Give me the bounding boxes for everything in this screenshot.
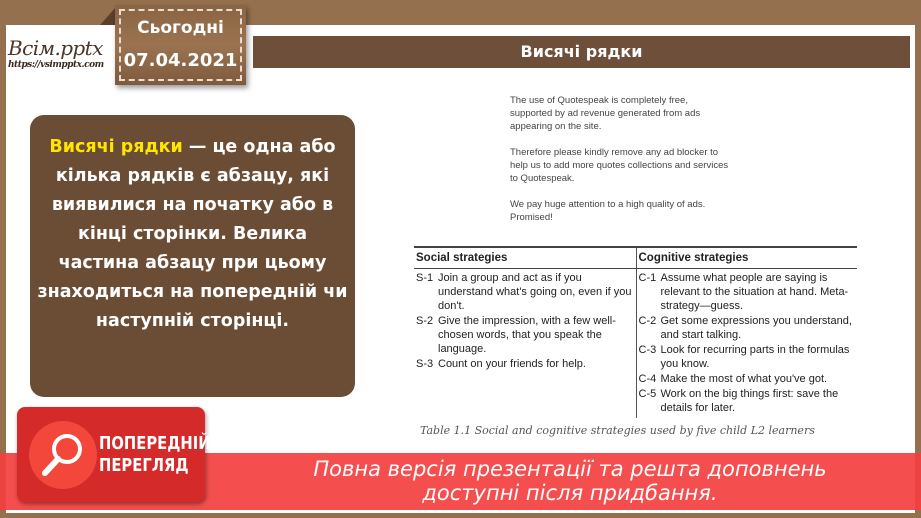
preview-line: ПЕРЕГЛЯД	[99, 455, 189, 476]
strategies-table	[414, 246, 857, 418]
strategy-code: C-5	[638, 388, 657, 400]
magnifier-icon	[29, 421, 97, 489]
date-tag	[115, 5, 246, 85]
banner-line: доступні після придбання.	[422, 481, 718, 505]
strategy-code: C-2	[638, 315, 657, 327]
strategy-text: Join a group and act as if you understand what's going on, even if you don't.	[438, 272, 632, 312]
strategy-text: Make the most of what you've got.	[660, 373, 828, 385]
strategy-code: C-1	[638, 272, 657, 284]
logo	[8, 36, 112, 70]
strategy-text: Give the impression, with a few well-chosen words, that you speak the language.	[438, 315, 616, 355]
strategy-text: Assume what people are saying is relevant to the situation at hand. Meta-strategy—guess.	[660, 272, 849, 312]
strategy-code: S-2	[416, 315, 434, 327]
date-value: 07.04.2021	[123, 50, 238, 71]
strategy-code: S-1	[416, 272, 434, 284]
date-label: Сьогодні	[137, 18, 224, 38]
banner-line: Повна версія презентації та решта доповнень	[313, 457, 827, 481]
strategy-text: Work on the big things first: save the details for later.	[660, 388, 839, 414]
strategy-item	[416, 271, 634, 313]
strategy-text: Count on your friends for help.	[438, 358, 586, 370]
strategy-item	[639, 271, 856, 313]
ad-paragraph: Therefore please kindly remove any ad blocker to help us to add more quotes collections and services to Quotespeak.	[510, 147, 729, 184]
logo-url: https://vsimpptx.com	[8, 60, 104, 70]
strategy-item	[416, 314, 634, 356]
preview-line: ПОПЕРЕДНІЙ	[99, 433, 211, 454]
strategy-code: S-3	[416, 358, 434, 370]
ad-paragraph: We pay huge attention to a high quality of ads. Promised!	[510, 199, 706, 223]
strategy-item	[639, 387, 856, 415]
strategy-text: Get some expressions you understand, and start talking.	[660, 315, 852, 341]
strategy-item	[639, 343, 856, 371]
strategy-item	[639, 372, 856, 386]
preview-badge[interactable]	[17, 407, 211, 502]
table-caption: Table 1.1 Social and cognitive strategies used by five child L2 learners	[420, 424, 815, 437]
strategy-code: C-4	[638, 373, 657, 385]
strategy-item	[639, 314, 856, 342]
social-cell	[414, 269, 636, 419]
slide-title: Висячі рядки	[253, 36, 910, 68]
strategy-item	[416, 357, 634, 371]
definition-box	[30, 115, 355, 397]
logo-title: Всім.pptx	[8, 36, 103, 60]
column-header: Social strategies	[414, 247, 636, 269]
banner-message	[250, 457, 890, 505]
cognitive-cell	[636, 269, 857, 419]
strategy-text: Look for recurring parts in the formulas you know.	[660, 344, 850, 370]
definition-text: — це одна або кілька рядків є абзацу, які виявилися на початку або в кінці сторінки. Велика частина абзацу при цьому знаходиться на попередній чи наступній сторінці.	[37, 137, 348, 331]
tag-fold	[100, 7, 116, 25]
ad-notice	[510, 94, 730, 237]
ad-paragraph: The use of Quotespeak is completely free, supported by ad revenue generated from ads appearing on the site.	[510, 95, 701, 132]
column-header: Cognitive strategies	[636, 247, 857, 269]
preview-label	[99, 433, 211, 477]
definition-term: Висячі рядки	[49, 137, 183, 157]
document-image	[400, 86, 860, 451]
strategy-code: C-3	[638, 344, 657, 356]
